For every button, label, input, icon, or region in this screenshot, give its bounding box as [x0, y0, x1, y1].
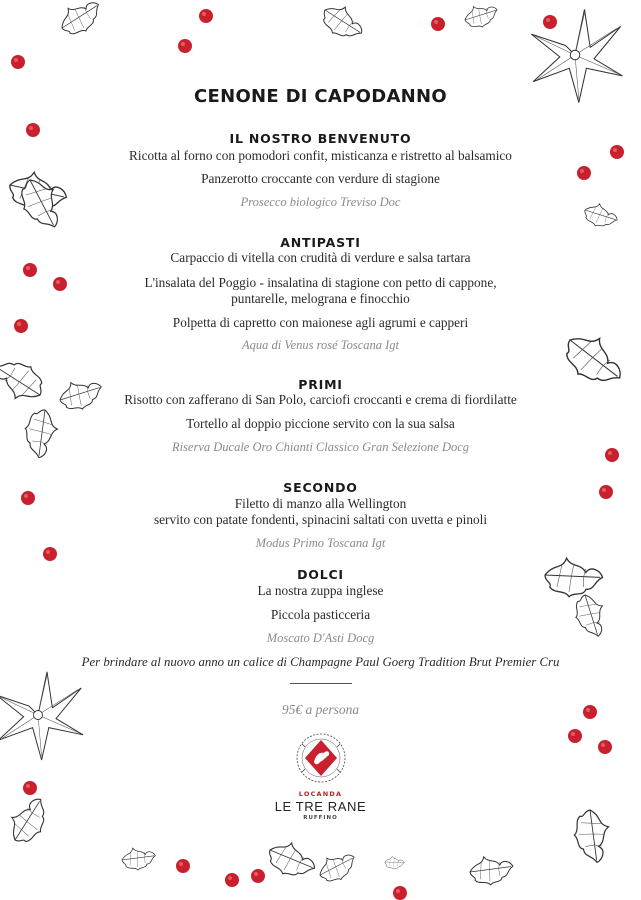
brand-locanda: LOCANDA [298, 790, 343, 798]
toast-line: Per brindare al nuovo anno un calice di Champagne Paul Goerg Tradition Brut Premier Cru [81, 655, 560, 669]
locanda-logo [290, 732, 352, 788]
page-title: CENONE DI CAPODANNO [193, 86, 448, 107]
section-heading: ANTIPASTI [280, 235, 361, 250]
wine-pairing: Prosecco biologico Treviso Doc [240, 195, 401, 209]
brand-name: LE TRE RANE [274, 799, 367, 814]
section-heading: DOLCI [297, 567, 344, 582]
dish: Ricotta al forno con pomodori confit, misticanza e ristretto al balsamico [129, 148, 512, 163]
dish: Risotto con zafferano di San Polo, carciofi croccanti e crema di fiordilatte [124, 392, 517, 407]
brand-sub: RUFFINO [303, 815, 338, 821]
price: 95€ a persona [281, 702, 360, 717]
wine-pairing: Moscato D'Asti Docg [266, 631, 375, 645]
dish: Panzerotto croccante con verdure di stagione [201, 171, 440, 186]
wine-pairing: Riserva Ducale Oro Chianti Classico Gran Selezione Docg [171, 440, 470, 454]
dish: Carpaccio di vitella con crudità di verdure e salsa tartara [170, 250, 471, 265]
dish: Piccola pasticceria [270, 607, 371, 622]
dish: Filetto di manzo alla Wellington [234, 496, 407, 511]
wine-pairing: Aqua di Venus rosé Toscana Igt [241, 338, 400, 352]
section-heading: IL NOSTRO BENVENUTO [229, 131, 412, 146]
dish: La nostra zuppa inglese [257, 583, 384, 598]
dish: Tortello al doppio piccione servito con la sua salsa [186, 416, 455, 431]
wine-pairing: Modus Primo Toscana Igt [255, 536, 386, 550]
section-heading: PRIMI [298, 377, 343, 392]
section-heading: SECONDO [283, 480, 358, 495]
dish: Polpetta di capretto con maionese agli agrumi e capperi [172, 315, 469, 330]
dish: L'insalata del Poggio - insalatina di stagione con petto di cappone, [144, 275, 497, 290]
dish: puntarelle, melograna e finocchio [231, 291, 410, 306]
dish: servito con patate fondenti, spinacini saltati con uvetta e pinoli [153, 512, 488, 527]
divider [290, 683, 352, 684]
